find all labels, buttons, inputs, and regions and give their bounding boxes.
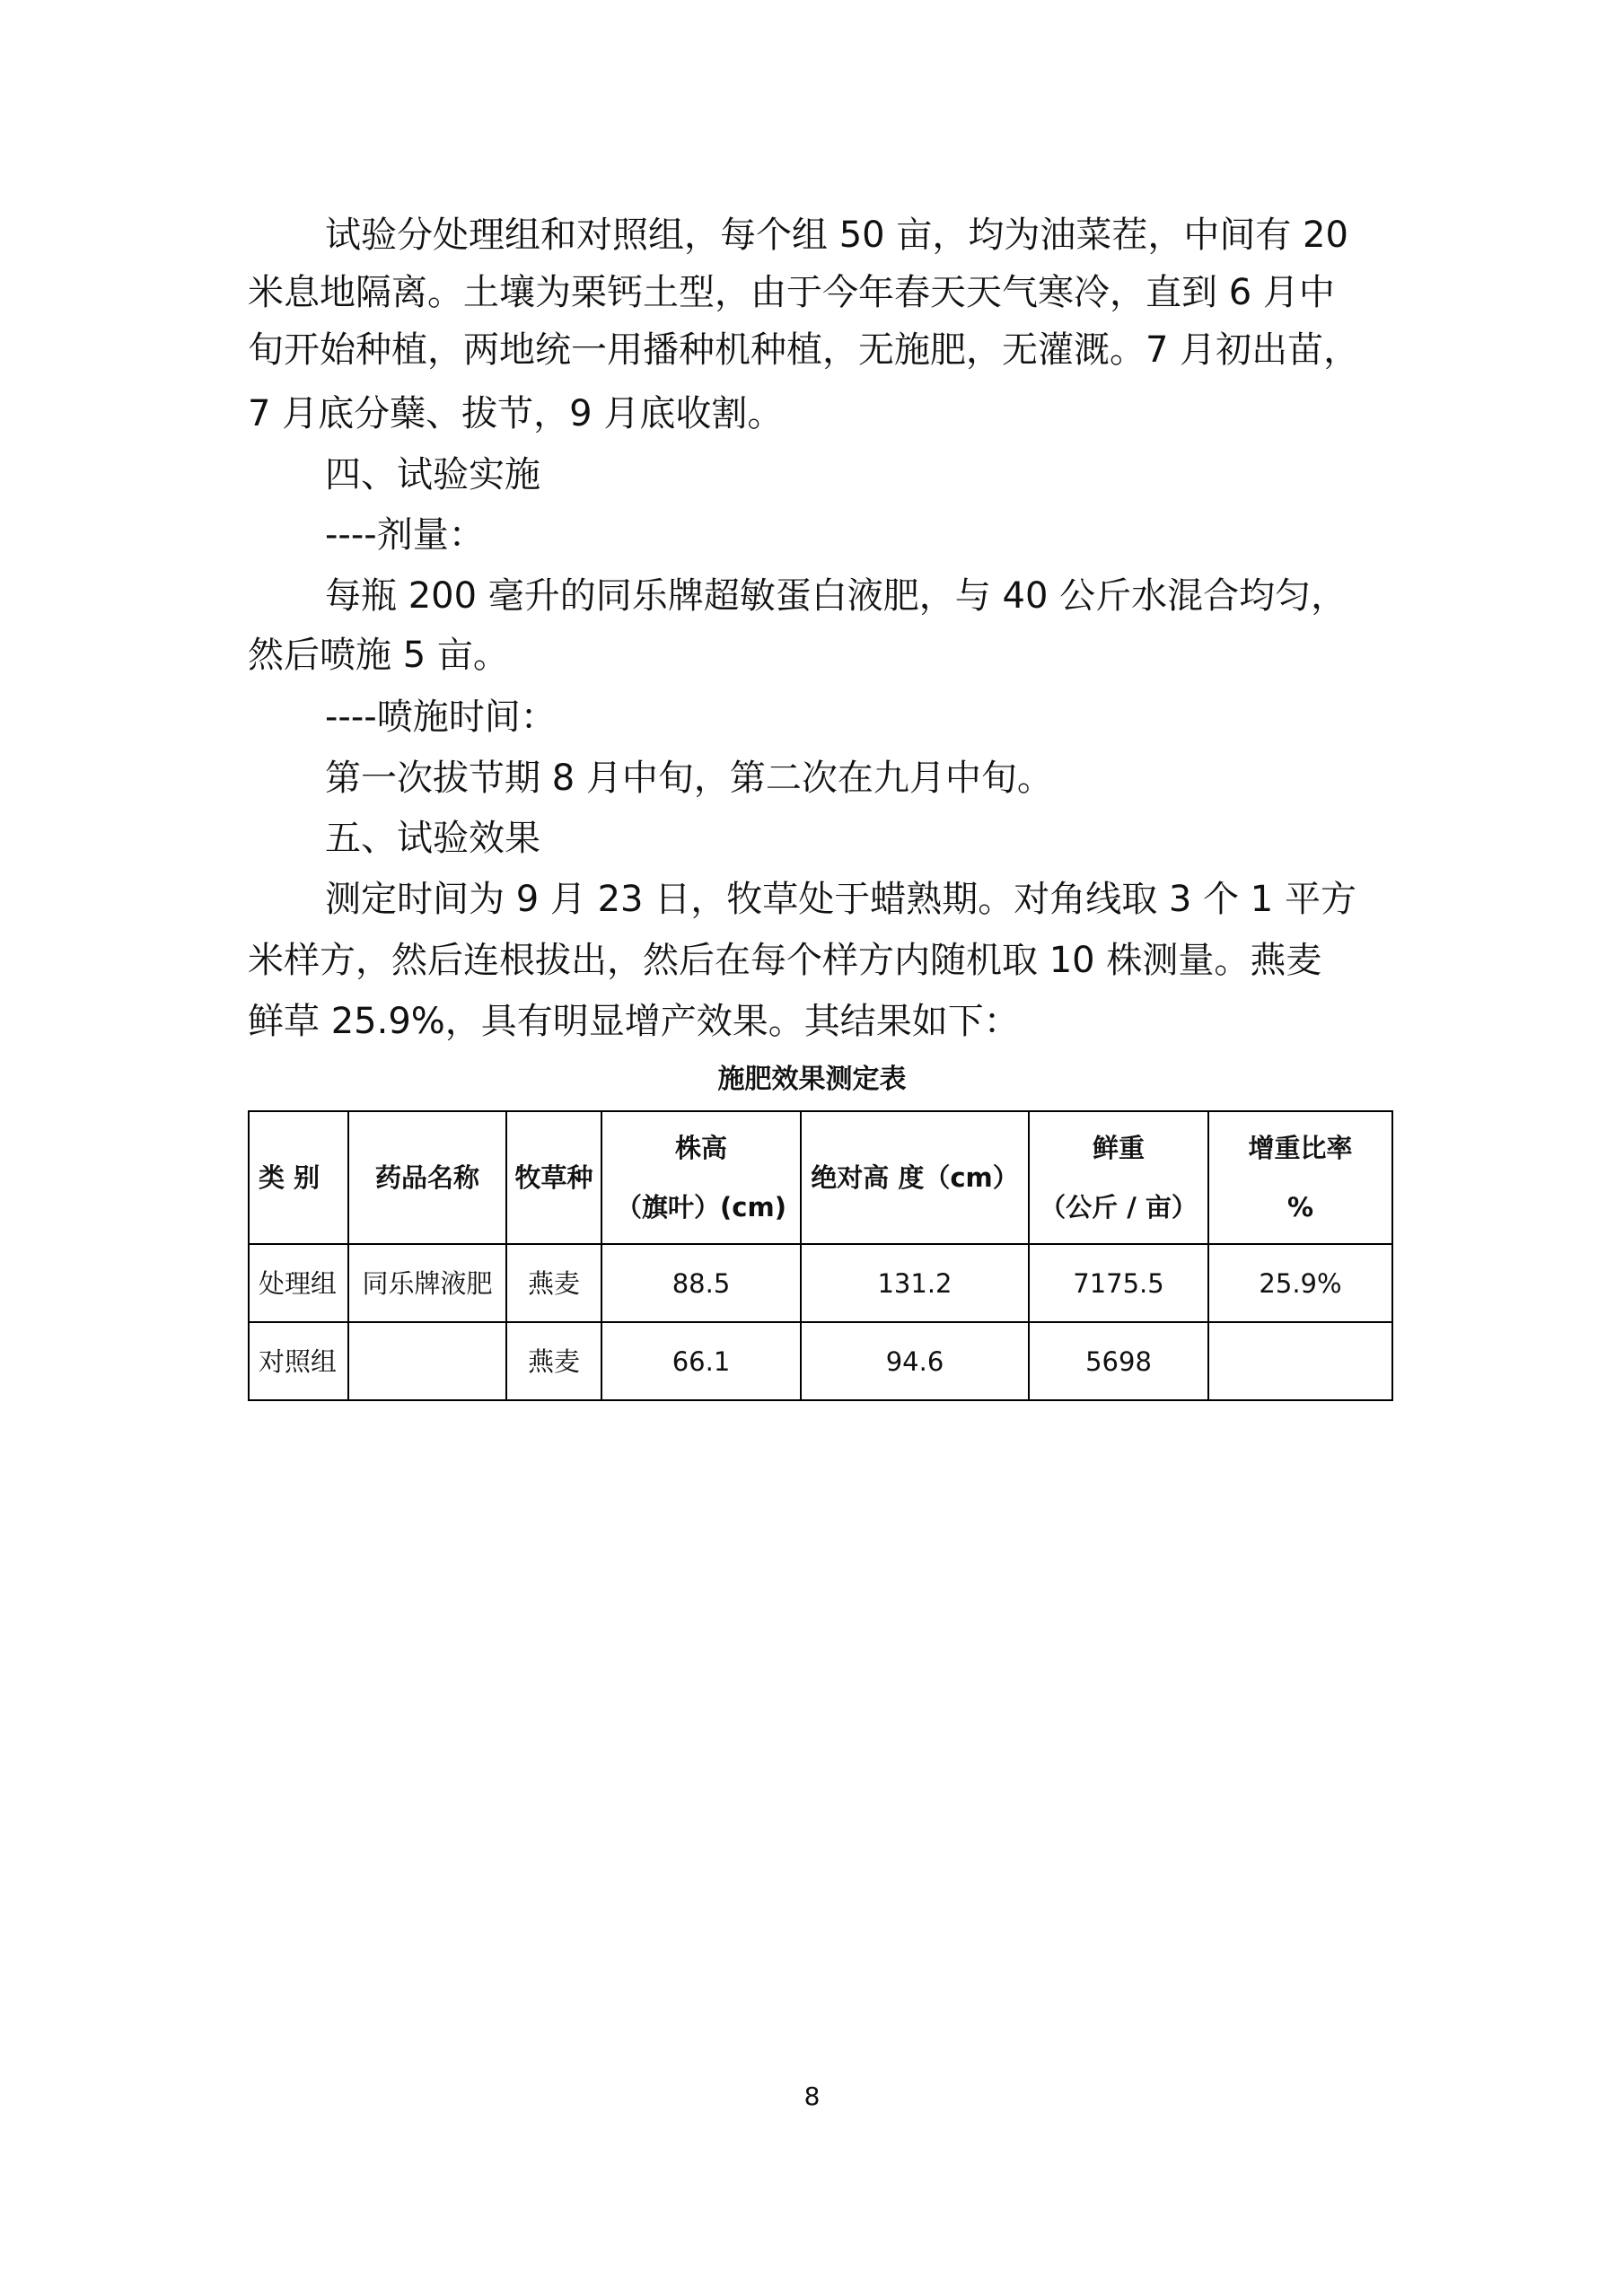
table-cell: 66.1 — [601, 1322, 801, 1400]
table-cell: 处理组 — [249, 1244, 348, 1322]
table-cell: 94.6 — [801, 1322, 1029, 1400]
page-number: 8 — [803, 2081, 821, 2111]
header-weight-gain-rate: 增重比率 % — [1208, 1111, 1392, 1244]
table-cell: 燕麦 — [506, 1322, 601, 1400]
section-heading: 四、试验实施 — [325, 454, 540, 495]
paragraph-line: 旬开始种植，两地统一用播种机种植，无施肥，无灌溉。7 月初出苗， — [248, 329, 1360, 371]
paragraph-line: 测定时间为 9 月 23 日，牧草处于蜡熟期。对角线取 3 个 1 平方 — [325, 879, 1356, 920]
section-heading: 五、试验效果 — [325, 818, 540, 859]
subheading: ----剂量： — [325, 514, 485, 556]
table-cell — [348, 1322, 506, 1400]
paragraph-line: 每瓶 200 毫升的同乐牌超敏蛋白液肥，与 40 公斤水混合均匀， — [325, 575, 1347, 617]
table-caption: 施肥效果测定表 — [717, 1064, 907, 1095]
header-product-name: 药品名称 — [348, 1111, 506, 1244]
table-row — [249, 1322, 1392, 1400]
paragraph-line: 然后喷施 5 亩。 — [248, 635, 509, 676]
table-cell: 对照组 — [249, 1322, 348, 1400]
header-category: 类 别 — [249, 1111, 348, 1244]
table-row — [249, 1244, 1392, 1322]
subheading: ----喷施时间： — [325, 697, 557, 738]
paragraph-line: 7 月底分蘖、拔节，9 月底收割。 — [248, 393, 784, 434]
table-cell: 7175.5 — [1029, 1244, 1208, 1322]
header-absolute-height: 绝对高 度（cm） — [801, 1111, 1029, 1244]
paragraph-line: 米息地隔离。土壤为栗钙土型，由于今年春天天气寒冷，直到 6 月中 — [248, 272, 1335, 313]
header-forage-species: 牧草种 — [506, 1111, 601, 1244]
table-cell — [1208, 1322, 1392, 1400]
table-header-row — [249, 1111, 1392, 1244]
paragraph-line: 第一次拔节期 8 月中旬，第二次在九月中旬。 — [325, 758, 1053, 799]
table-cell: 燕麦 — [506, 1244, 601, 1322]
paragraph-line: 鲜草 25.9%，具有明显增产效果。其结果如下： — [248, 1001, 1020, 1042]
table-cell: 同乐牌液肥 — [348, 1244, 506, 1322]
table-cell: 88.5 — [601, 1244, 801, 1322]
table-cell: 5698 — [1029, 1322, 1208, 1400]
results-table — [248, 1110, 1393, 1401]
header-plant-height: 株高 （旗叶）(cm) — [601, 1111, 801, 1244]
table-cell: 25.9% — [1208, 1244, 1392, 1322]
table-cell: 131.2 — [801, 1244, 1029, 1322]
paragraph-line: 试验分处理组和对照组，每个组 50 亩，均为油菜茬，中间有 20 — [325, 215, 1348, 256]
header-fresh-weight: 鲜重 （公斤 / 亩） — [1029, 1111, 1208, 1244]
paragraph-line: 米样方，然后连根拔出，然后在每个样方内随机取 10 株测量。燕麦 — [248, 940, 1322, 981]
